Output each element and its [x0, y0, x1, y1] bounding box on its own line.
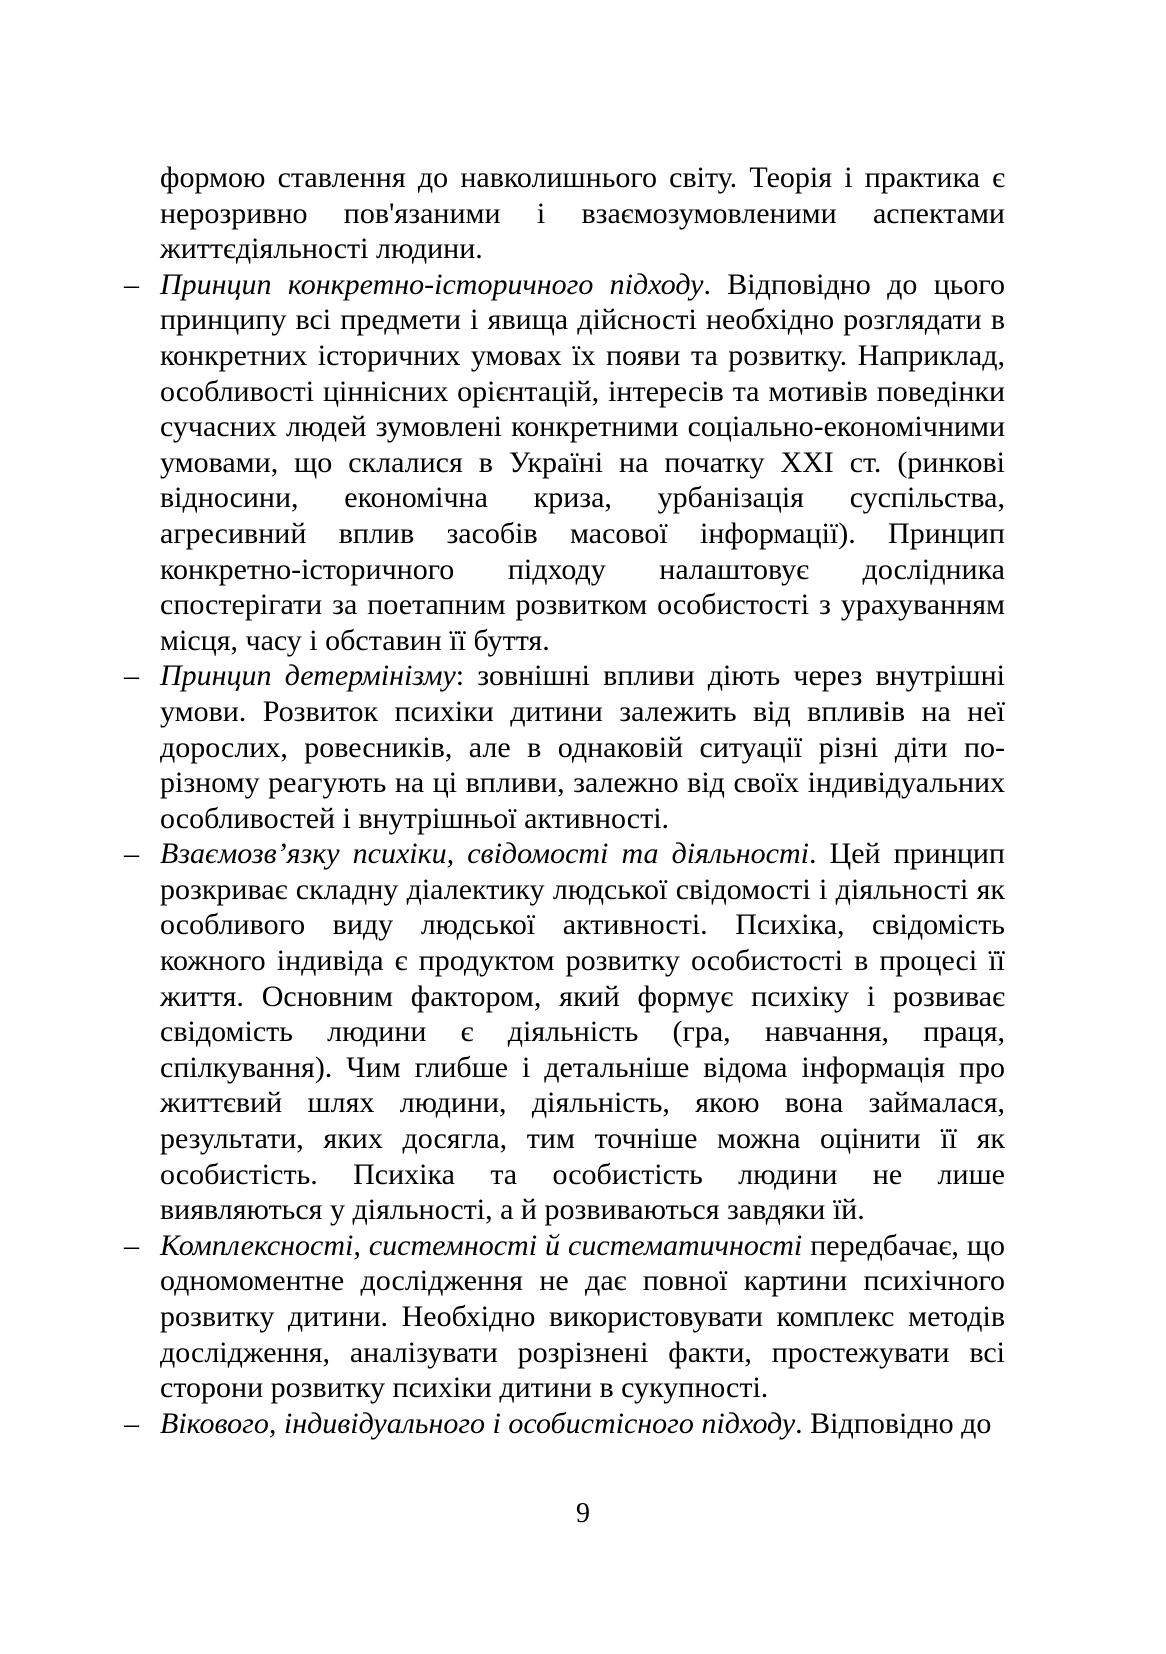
dash-marker: – — [124, 1406, 139, 1440]
list-item-complexity-systematicity — [124, 1228, 1006, 1406]
list-item-determinism — [124, 658, 1005, 836]
list-item-psyche-consciousness-activity — [124, 836, 1005, 1228]
list-item-age-individual-personal — [124, 1406, 1005, 1442]
dash-marker: – — [124, 837, 139, 871]
separator: : — [455, 659, 478, 693]
principle-name: Взаємозв’язку психіки, свідомості та діяльності — [160, 837, 809, 871]
principle-name: Принцип конкретно-історичного підходу — [160, 267, 704, 301]
separator — [802, 1229, 810, 1262]
dash-marker: – — [124, 267, 139, 301]
item-body: Відповідно до цього принципу всі предмети і явища дійсності необхідно розглядати в конкретних історичних умовах їх появи та розвитку. Наприклад, особливості ціннісних орієнтацій, інтересів та мотивів поведінки сучасних людей зумовлені конкретними соціально-економічними умовами, що склалися в Україні на початку XXI ст. (ринкові відносини, економічна криза, урбанізація суспільства, агресивний вплив засобів масової інформації). Принцип конкретно-історичного підходу налаштовує дослідника спостерігати за поетапним розвитком особистості з урахуванням місця, часу і обставин її буття. — [160, 267, 1005, 657]
principle-name: Вікового, індивідуального і особистісного підходу — [160, 1406, 796, 1440]
separator: . — [795, 1406, 811, 1440]
dash-marker: – — [124, 1228, 139, 1262]
page-number: 9 — [576, 1498, 590, 1529]
paragraph-continuation: формою ставлення до навколишнього світу. Теорія і практика є нерозривно пов'язаними і взаємозумовленими аспектами життєдіяльності людини. — [160, 161, 1005, 266]
item-body: Цей принцип розкриває складну діалектику людської свідомості і діяльності як особливого виду людської активності. Психіка, свідомість кожного індивіда є продуктом розвитку особистості в процесі її життя. Основним фактором, який формує психіку і розвиває свідомість людини є діяльність (гра, навчання, праця, спілкування). Чим глибше і детальніше відома інформація про життєвий шлях людини, діяльність, якою вона займалася, результати, яких досягла, тим точніше можна оцінити її як особистість. Психіка та особистість людини не лише виявляються у діяльності, а й розвиваються завдяки їй. — [160, 837, 1005, 1227]
separator: . — [808, 837, 830, 871]
dash-marker: – — [124, 659, 139, 693]
principle-name: Комплексності, системності й систематичності — [160, 1228, 803, 1262]
text-content — [124, 160, 1006, 1441]
item-body: зовнішні впливи діють через внутрішні умови. Розвиток психіки дитини залежить від впливів на неї дорослих, ровесників, але в однаковій ситуації різні діти по-різному реагують на ці впливи, залежно від своїх індивідуальних особливостей і внутрішньої активності. — [160, 659, 1005, 835]
list-item-concrete-historical — [124, 267, 1005, 659]
item-body: Відповідно до — [810, 1406, 992, 1440]
separator: . — [703, 267, 728, 301]
principle-name: Принцип детермінізму — [160, 659, 456, 693]
item-body: передбачає, що одномоментне дослідження не дає повної картини психічного розвитку дитини. Необхідно використовувати комплекс методів дослідження, аналізувати розрізнені факти, простежувати всі сторони розвитку психіки дитини в сукупності. — [160, 1228, 1006, 1405]
